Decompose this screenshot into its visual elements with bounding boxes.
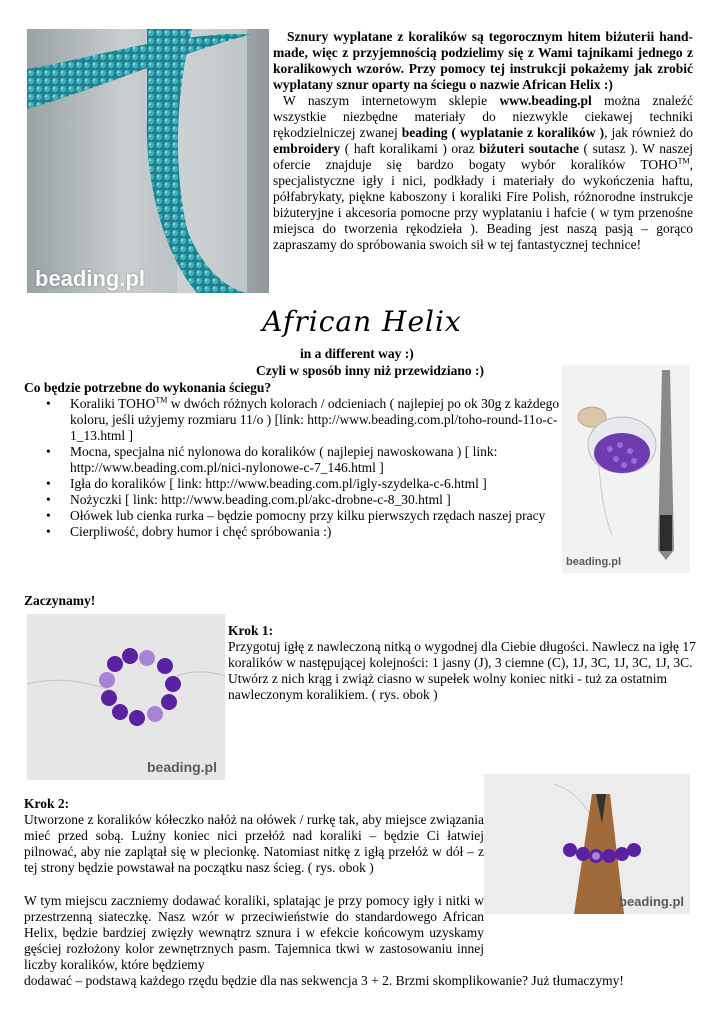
- watermark: beading.pl: [566, 556, 621, 568]
- list-item: • Ołówek lub cienka rurka – będzie pomocny przy kilku pierwszych rzędach naszej pracy: [46, 508, 546, 523]
- page-title: African Helix: [262, 305, 462, 338]
- materials-list: [24, 396, 560, 540]
- step-2-text-1: Utworzone z koralików kółeczko nałóż na ołówek / rurkę tak, aby miejsce związania mieć przed sobą. Luźny koniec nici przełóż nad koraliki – będzie Ci łatwiej pilnować, aby nie zaplątał się w plecionkę. Natomiast nitkę z igłą przełóż w dół – z tej strony będzie powstawał na początku nasz ścieg. ( rys. obok ): [24, 812, 484, 875]
- list-item: • Igła do koralików [ link: http://www.beading.com.pl/igly-szydelka-c-6.html ]: [46, 476, 487, 491]
- watermark: beading.pl: [147, 759, 217, 775]
- watermark: beading.pl: [619, 894, 684, 909]
- intro-text: [273, 29, 693, 253]
- intro-paragraph-1: Sznury wyplatane z koralików są tegorocznym hitem biżuterii hand- made, więc z przyjemnością podzielimy się z Wami tajnikami jednego z koralikowych wzorów. Przy pomocy tej instrukcji pokażemy jak zrobić wyplatany sznur oparty na ściegu o nazwie African Helix :): [273, 29, 693, 92]
- start-heading: Zaczynamy!: [24, 593, 96, 608]
- teal-rope-photo: [27, 29, 269, 293]
- step-1-heading: Krok 1:: [228, 623, 274, 638]
- step-1: [228, 623, 698, 703]
- shop-url: www.beading.pl: [499, 93, 592, 108]
- materials-section: [24, 380, 560, 540]
- step-2-heading: Krok 2:: [24, 796, 70, 811]
- pencil-ring-illustration: [484, 774, 690, 914]
- list-item: • Koraliki TOHO™ w dwóch różnych kolorach / odcieniach ( najlepiej po ok 30g z każdego koloru, jeśli użyjemy rozmiaru 11/o ) [link: http://www.beading.com.pl/toho-round-11o-c-1_13.html ]: [46, 395, 560, 443]
- teal-rope-illustration: [27, 29, 269, 293]
- subtitle-polish: Czyli w sposób inny niż przewidziano :): [255, 363, 485, 378]
- intro-paragraph-2: W naszym internetowym sklepie www.beading.pl można znaleźć wszystkie niezbędne materiały do niezwykle ciekawej techniki rękodzielniczej zwanej beading ( wyplatanie z koralików ), jak również do embroidery ( haft koralikami ) oraz biżuteri soutache ( sutasz ). W naszej ofercie znajduje się bardzo bogaty wybór koralików TOHO™, specjalistyczne igły i nici, podkłady i materiały do wykończenia haftu, półfabrykaty, piękne kaboszony i koraliki Fire Polish, różnorodne instrukcje biżuteryjne i akcesoria pomocne przy wyplataniu i hafcie ( w tym przenośne miejsca do tworzenia rękodzieła ). Beading jest naszą pasją – gorąco zapraszamy do spróbowania swoich sił w tej fantastycznej technice!: [273, 93, 693, 252]
- bead-ring-photo: [27, 614, 225, 780]
- materials-illustration: [562, 365, 690, 573]
- list-item: • Cierpliwość, dobry humor i chęć spróbowania :): [46, 524, 332, 539]
- list-item: • Mocna, specjalna nić nylonowa do koralików ( najlepiej nawoskowana ) [ link: http://www.beading.com.pl/nici-nylonowe-c-7_146.html ]: [46, 444, 498, 475]
- step-2-text-3: dodawać – podstawą każdego rzędu będzie dla nas sekwencja 3 + 2. Brzmi skomplikowanie? Już tłumaczymy!: [24, 973, 624, 988]
- step-2-text-2: W tym miejscu zaczniemy dodawać koraliki, splatając je przy pomocy igły i nitki w przestrzenną siateczkę. Nasz wzór w przeciwieństwie do standardowego African Helix, będzie bardziej zwięzły wewnątrz sznura i w efekcie końcowym uzyskamy gęściej rozłożony kolor zewnętrznych pasm. Tajemnica tkwi w zastosowaniu innej liczby koralików, które będziemy: [24, 893, 484, 972]
- step-1-text: Przygotuj igłę z nawleczoną nitką o wygodnej dla Ciebie długości. Nawlecz na igłę 17 koralików w następującej kolejności: 1 jasny (J), 3 ciemne (C), 1J, 3C, 1J, 3C, 1J, 3C. Utwórz z nich krąg i zwiąż ciasno w supełek wolny koniec nitki - tuż za ostatnim nawleczonym koralikiem. ( rys. obok ): [228, 639, 696, 702]
- materials-heading: Co będzie potrzebne do wykonania ściegu?: [24, 380, 272, 395]
- list-item: • Nożyczki [ link: http://www.beading.com.pl/akc-drobne-c-8_30.html ]: [46, 492, 451, 507]
- pencil-ring-photo: [484, 774, 690, 914]
- watermark: beading.pl: [35, 266, 145, 291]
- materials-photo: [562, 365, 690, 573]
- bead-ring-illustration: [27, 614, 225, 780]
- subtitle-english: in a different way :): [300, 346, 414, 361]
